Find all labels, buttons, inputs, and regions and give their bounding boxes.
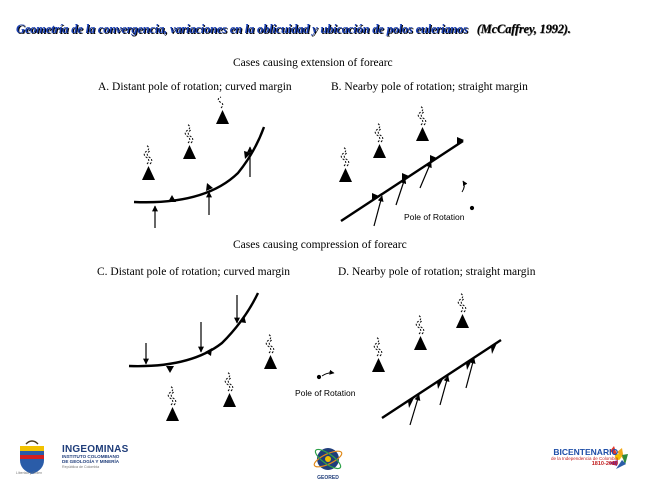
geored-logo-icon xyxy=(312,446,343,471)
panel-d-diagram xyxy=(372,293,501,425)
volcano-icon xyxy=(414,336,427,350)
panel-c-diagram xyxy=(129,293,334,421)
volcano-icons-c xyxy=(166,355,277,421)
volcano-icon xyxy=(183,145,196,159)
pole-of-rotation-c xyxy=(317,373,334,379)
extension-heading: Cases causing extension of forearc xyxy=(233,57,393,69)
ingeominas-name: INGEOMINAS xyxy=(62,444,129,455)
bicentenario-logo xyxy=(551,448,618,467)
panel-a-label: A. Distant pole of rotation; curved margin xyxy=(98,81,292,93)
volcano-icon xyxy=(416,127,429,141)
panel-c-label: C. Distant pole of rotation; curved margin xyxy=(97,266,291,278)
volcano-icons-a xyxy=(142,110,229,180)
curved-margin-a xyxy=(134,127,264,202)
bicentenario-name: BICENTENARIO xyxy=(553,447,619,457)
panel-d-label: D. Nearby pole of rotation; straight margin xyxy=(338,266,536,278)
compression-heading: Cases causing compression of forearc xyxy=(233,239,407,251)
curved-margin-c xyxy=(129,293,258,366)
convergence-arrows-c xyxy=(146,295,237,364)
ingeominas-logo xyxy=(62,445,128,470)
bicentenario-subtitle: de la Independencia de Colombia xyxy=(551,455,619,461)
panel-b-label: B. Nearby pole of rotation; straight margin xyxy=(331,81,528,93)
volcano-icon xyxy=(264,355,277,369)
volcano-icon xyxy=(339,168,352,182)
pole-of-rotation-b xyxy=(462,181,474,210)
geored-label: GEORED xyxy=(317,475,339,481)
eruption-plume-icons-a xyxy=(144,97,223,164)
volcano-icon xyxy=(372,358,385,372)
panel-b-diagram xyxy=(339,106,474,226)
pole-of-rotation-label-c: Pole of Rotation xyxy=(295,388,356,398)
ingeominas-republic: República de Colombia xyxy=(62,465,100,470)
volcano-icon xyxy=(223,393,236,407)
volcano-icon xyxy=(216,110,229,124)
slide-citation: (McCaffrey, 1992). xyxy=(476,22,571,36)
bicentenario-years: 1810-2010 xyxy=(591,460,619,467)
convergence-arrows-a xyxy=(155,147,250,228)
volcano-icon xyxy=(166,407,179,421)
panel-a-diagram xyxy=(134,97,264,228)
pole-of-rotation-label-b: Pole of Rotation xyxy=(404,212,465,222)
volcano-icon xyxy=(373,144,386,158)
volcano-icons-b xyxy=(339,127,429,182)
volcano-icon xyxy=(142,166,155,180)
convergence-arrows-d xyxy=(410,358,474,425)
ingeominas-subtitle-1: INSTITUTO COLOMBIANO xyxy=(62,454,120,459)
shield-caption: Libertad y Orden xyxy=(16,471,43,475)
subduction-teeth-c xyxy=(166,315,246,373)
colombia-shield-icon xyxy=(20,441,44,474)
ingeominas-subtitle-2: DE GEOLOGÍA Y MINERÍA xyxy=(62,458,120,464)
slide-title-text: Geometría de la convergencia, variaciones en la oblicuidad y ubicación de polos eulerianos xyxy=(16,22,468,36)
volcano-icon xyxy=(456,314,469,328)
